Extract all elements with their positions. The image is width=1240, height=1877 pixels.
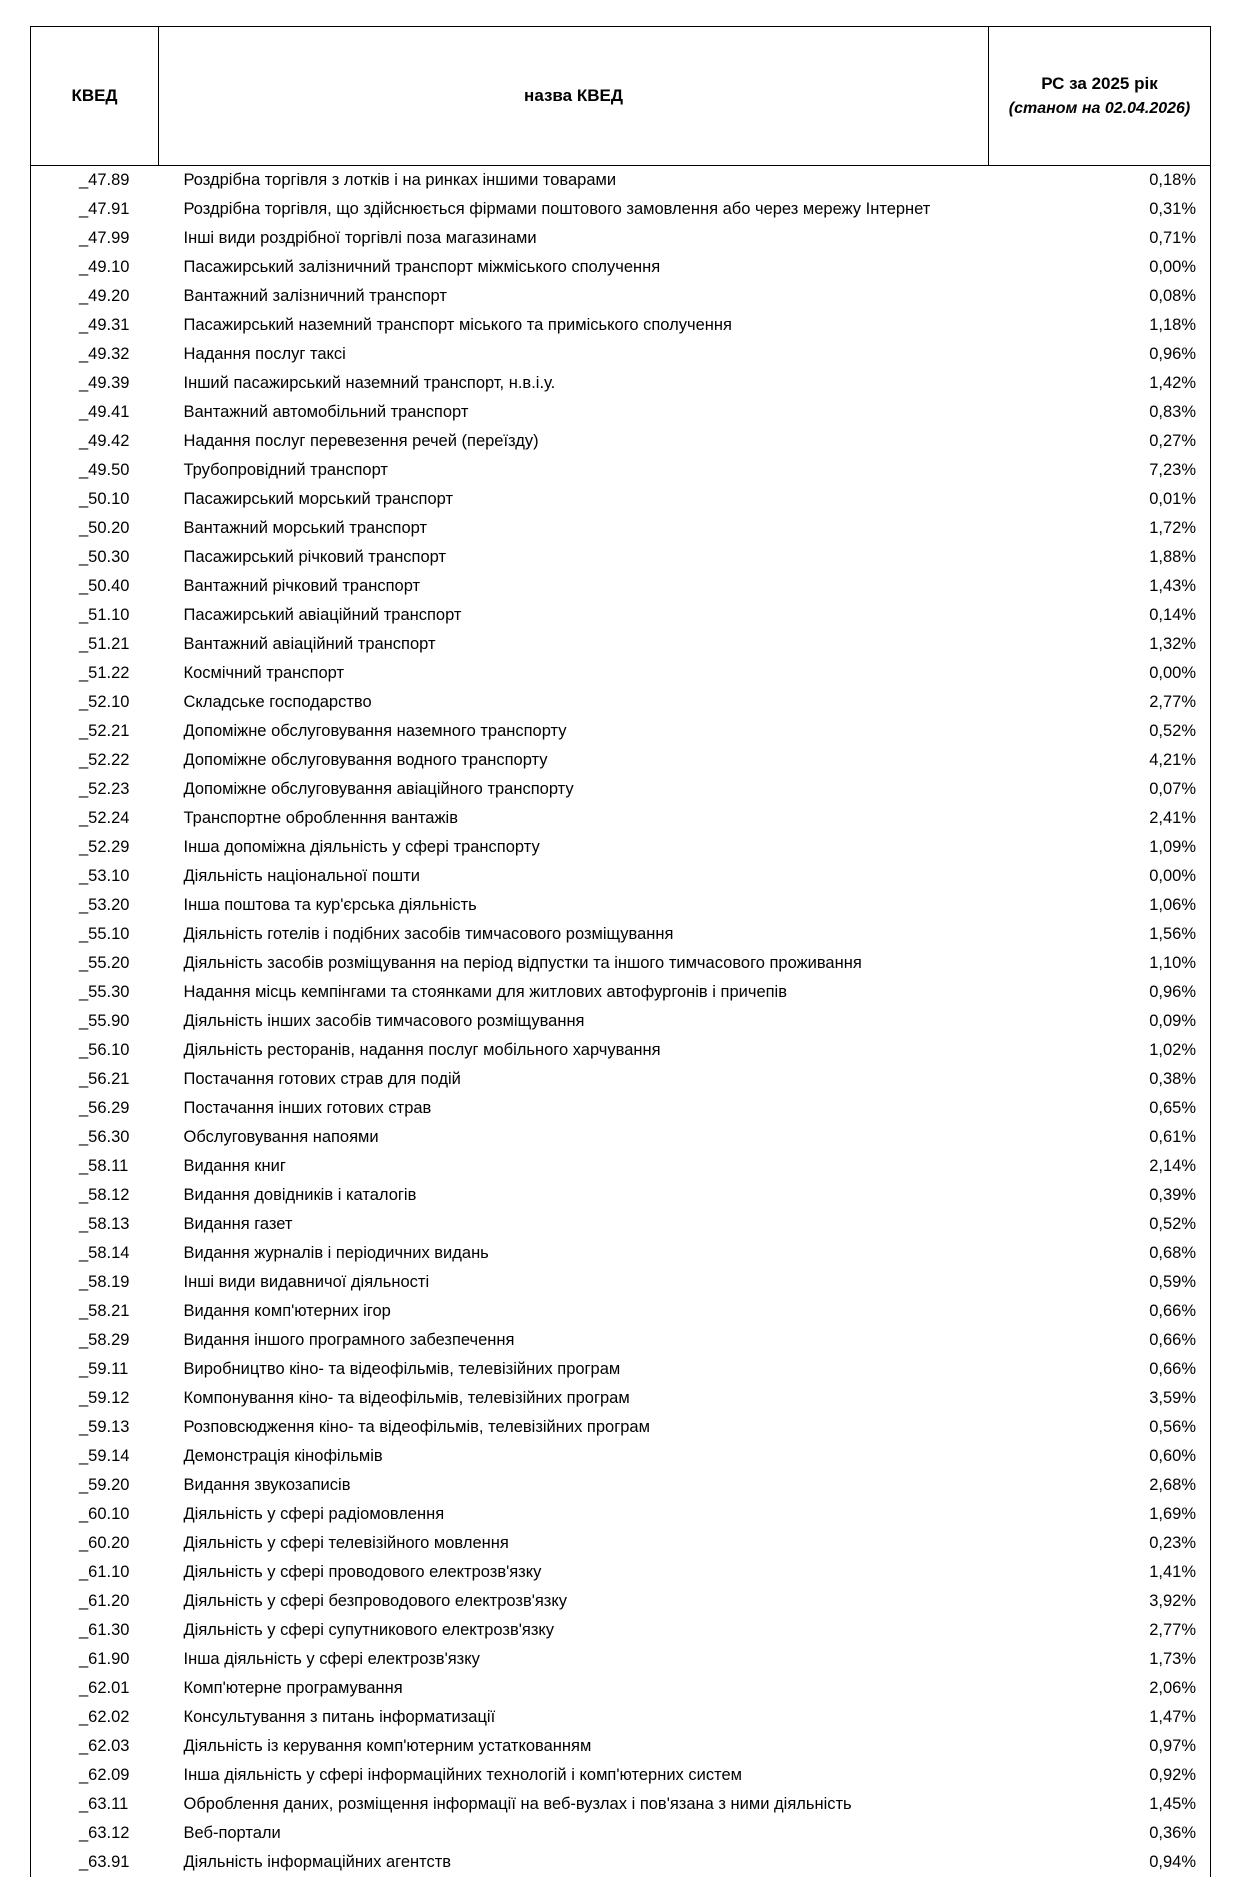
table-row — [31, 1529, 1211, 1558]
cell-kved-value: 2,14% — [989, 1152, 1211, 1181]
cell-kved-value: 1,02% — [989, 1036, 1211, 1065]
cell-kved-value: 1,41% — [989, 1558, 1211, 1587]
cell-kved-name: Оброблення даних, розміщення інформації на веб-вузлах і пов'язана з ними діяльність — [159, 1790, 989, 1819]
table-row — [31, 1558, 1211, 1587]
table-row — [31, 1239, 1211, 1268]
table-row — [31, 514, 1211, 543]
table-row — [31, 311, 1211, 340]
cell-kved-code: _51.22 — [31, 659, 159, 688]
table-row — [31, 833, 1211, 862]
column-header-value — [989, 27, 1211, 166]
cell-kved-name: Діяльність у сфері проводового електрозв'язку — [159, 1558, 989, 1587]
table-row — [31, 630, 1211, 659]
cell-kved-name: Веб-портали — [159, 1819, 989, 1848]
table-row — [31, 1065, 1211, 1094]
cell-kved-value: 2,06% — [989, 1674, 1211, 1703]
cell-kved-name: Видання іншого програмного забезпечення — [159, 1326, 989, 1355]
cell-kved-name: Інша діяльність у сфері електрозв'язку — [159, 1645, 989, 1674]
cell-kved-name: Діяльність ресторанів, надання послуг мобільного харчування — [159, 1036, 989, 1065]
cell-kved-code: _61.10 — [31, 1558, 159, 1587]
cell-kved-code: _60.10 — [31, 1500, 159, 1529]
cell-kved-name: Вантажний річковий транспорт — [159, 572, 989, 601]
cell-kved-code: _59.12 — [31, 1384, 159, 1413]
cell-kved-value: 0,97% — [989, 1732, 1211, 1761]
cell-kved-code: _62.01 — [31, 1674, 159, 1703]
column-header-value-main: РС за 2025 рік — [999, 71, 1200, 97]
cell-kved-value: 0,36% — [989, 1819, 1211, 1848]
cell-kved-name: Роздрібна торгівля, що здійснюється фірмами поштового замовлення або через мережу Інтернет — [159, 195, 989, 224]
table-row — [31, 427, 1211, 456]
cell-kved-name: Надання послуг таксі — [159, 340, 989, 369]
cell-kved-code: _59.14 — [31, 1442, 159, 1471]
cell-kved-name: Вантажний залізничний транспорт — [159, 282, 989, 311]
cell-kved-name: Інший пасажирський наземний транспорт, н.в.і.у. — [159, 369, 989, 398]
table-row — [31, 978, 1211, 1007]
cell-kved-code: _50.40 — [31, 572, 159, 601]
table-row — [31, 1616, 1211, 1645]
cell-kved-value: 1,18% — [989, 311, 1211, 340]
table-row — [31, 1326, 1211, 1355]
cell-kved-name: Діяльність у сфері безпроводового електрозв'язку — [159, 1587, 989, 1616]
cell-kved-name: Пасажирський річковий транспорт — [159, 543, 989, 572]
table-row — [31, 340, 1211, 369]
cell-kved-name: Складське господарство — [159, 688, 989, 717]
cell-kved-value: 1,09% — [989, 833, 1211, 862]
table-row — [31, 572, 1211, 601]
cell-kved-code: _52.21 — [31, 717, 159, 746]
cell-kved-name: Інша поштова та кур'єрська діяльність — [159, 891, 989, 920]
cell-kved-value: 0,83% — [989, 398, 1211, 427]
cell-kved-value: 0,66% — [989, 1326, 1211, 1355]
cell-kved-value: 0,18% — [989, 166, 1211, 196]
table-row — [31, 1297, 1211, 1326]
cell-kved-value: 0,52% — [989, 1210, 1211, 1239]
cell-kved-value: 1,47% — [989, 1703, 1211, 1732]
cell-kved-name: Транспортне обробленння вантажів — [159, 804, 989, 833]
cell-kved-value: 0,07% — [989, 775, 1211, 804]
cell-kved-name: Вантажний морський транспорт — [159, 514, 989, 543]
cell-kved-name: Виробництво кіно- та відеофільмів, телевізійних програм — [159, 1355, 989, 1384]
cell-kved-name: Комп'ютерне програмування — [159, 1674, 989, 1703]
cell-kved-name: Інша допоміжна діяльність у сфері транспорту — [159, 833, 989, 862]
header-row — [31, 27, 1211, 166]
cell-kved-value: 0,00% — [989, 253, 1211, 282]
cell-kved-code: _58.12 — [31, 1181, 159, 1210]
cell-kved-value: 3,59% — [989, 1384, 1211, 1413]
table-row — [31, 920, 1211, 949]
cell-kved-value: 0,71% — [989, 224, 1211, 253]
cell-kved-name: Консультування з питань інформатизації — [159, 1703, 989, 1732]
table-row — [31, 1355, 1211, 1384]
cell-kved-name: Діяльність інформаційних агентств — [159, 1848, 989, 1877]
table-row — [31, 1123, 1211, 1152]
table-header — [31, 27, 1211, 166]
cell-kved-name: Допоміжне обслуговування авіаційного транспорту — [159, 775, 989, 804]
cell-kved-code: _58.19 — [31, 1268, 159, 1297]
cell-kved-code: _61.90 — [31, 1645, 159, 1674]
table-row — [31, 1210, 1211, 1239]
table-row — [31, 775, 1211, 804]
cell-kved-value: 1,56% — [989, 920, 1211, 949]
cell-kved-code: _58.21 — [31, 1297, 159, 1326]
column-header-code: КВЕД — [31, 27, 159, 166]
cell-kved-code: _52.29 — [31, 833, 159, 862]
cell-kved-value: 7,23% — [989, 456, 1211, 485]
table-row — [31, 224, 1211, 253]
table-row — [31, 398, 1211, 427]
cell-kved-code: _58.29 — [31, 1326, 159, 1355]
cell-kved-code: _50.30 — [31, 543, 159, 572]
column-header-value-sub: (станом на 02.04.2026) — [999, 97, 1200, 121]
cell-kved-code: _61.20 — [31, 1587, 159, 1616]
table-row — [31, 1732, 1211, 1761]
table-row — [31, 1384, 1211, 1413]
cell-kved-name: Вантажний автомобільний транспорт — [159, 398, 989, 427]
cell-kved-name: Допоміжне обслуговування водного транспорту — [159, 746, 989, 775]
cell-kved-value: 0,66% — [989, 1297, 1211, 1326]
cell-kved-code: _59.11 — [31, 1355, 159, 1384]
cell-kved-code: _62.03 — [31, 1732, 159, 1761]
cell-kved-value: 0,23% — [989, 1529, 1211, 1558]
cell-kved-value: 1,10% — [989, 949, 1211, 978]
cell-kved-name: Надання послуг перевезення речей (переїзду) — [159, 427, 989, 456]
cell-kved-code: _53.20 — [31, 891, 159, 920]
cell-kved-name: Видання журналів і періодичних видань — [159, 1239, 989, 1268]
cell-kved-code: _63.12 — [31, 1819, 159, 1848]
cell-kved-code: _49.39 — [31, 369, 159, 398]
cell-kved-value: 2,68% — [989, 1471, 1211, 1500]
table-body — [31, 166, 1211, 1877]
cell-kved-code: _55.90 — [31, 1007, 159, 1036]
cell-kved-code: _59.20 — [31, 1471, 159, 1500]
cell-kved-value: 0,61% — [989, 1123, 1211, 1152]
cell-kved-value: 0,09% — [989, 1007, 1211, 1036]
table-row — [31, 1500, 1211, 1529]
cell-kved-value: 3,92% — [989, 1587, 1211, 1616]
cell-kved-value: 2,77% — [989, 1616, 1211, 1645]
table-row — [31, 456, 1211, 485]
table-row — [31, 543, 1211, 572]
cell-kved-name: Постачання інших готових страв — [159, 1094, 989, 1123]
table-row — [31, 1094, 1211, 1123]
cell-kved-code: _62.02 — [31, 1703, 159, 1732]
table-row — [31, 1587, 1211, 1616]
table-row — [31, 1790, 1211, 1819]
cell-kved-name: Інші види роздрібної торгівлі поза магазинами — [159, 224, 989, 253]
table-row — [31, 1674, 1211, 1703]
cell-kved-value: 0,68% — [989, 1239, 1211, 1268]
cell-kved-code: _47.91 — [31, 195, 159, 224]
table-row — [31, 253, 1211, 282]
cell-kved-name: Демонстрація кінофільмів — [159, 1442, 989, 1471]
cell-kved-code: _52.10 — [31, 688, 159, 717]
cell-kved-name: Діяльність засобів розміщування на період відпустки та іншого тимчасового проживання — [159, 949, 989, 978]
cell-kved-value: 0,96% — [989, 978, 1211, 1007]
cell-kved-name: Видання довідників і каталогів — [159, 1181, 989, 1210]
cell-kved-code: _58.13 — [31, 1210, 159, 1239]
cell-kved-code: _52.23 — [31, 775, 159, 804]
cell-kved-name: Видання газет — [159, 1210, 989, 1239]
cell-kved-name: Космічний транспорт — [159, 659, 989, 688]
cell-kved-value: 0,39% — [989, 1181, 1211, 1210]
table-row — [31, 195, 1211, 224]
cell-kved-value: 0,56% — [989, 1413, 1211, 1442]
table-row — [31, 601, 1211, 630]
cell-kved-code: _55.20 — [31, 949, 159, 978]
cell-kved-code: _47.89 — [31, 166, 159, 196]
cell-kved-name: Надання місць кемпінгами та стоянками для житлових автофургонів і причепів — [159, 978, 989, 1007]
cell-kved-value: 0,60% — [989, 1442, 1211, 1471]
cell-kved-code: _61.30 — [31, 1616, 159, 1645]
cell-kved-name: Діяльність у сфері супутникового електрозв'язку — [159, 1616, 989, 1645]
cell-kved-code: _60.20 — [31, 1529, 159, 1558]
cell-kved-code: _49.20 — [31, 282, 159, 311]
cell-kved-code: _49.32 — [31, 340, 159, 369]
cell-kved-code: _56.10 — [31, 1036, 159, 1065]
cell-kved-value: 0,31% — [989, 195, 1211, 224]
cell-kved-code: _47.99 — [31, 224, 159, 253]
cell-kved-code: _52.22 — [31, 746, 159, 775]
table-row — [31, 1268, 1211, 1297]
cell-kved-name: Компонування кіно- та відеофільмів, телевізійних програм — [159, 1384, 989, 1413]
cell-kved-code: _49.31 — [31, 311, 159, 340]
table-row — [31, 1703, 1211, 1732]
cell-kved-value: 1,72% — [989, 514, 1211, 543]
cell-kved-code: _49.42 — [31, 427, 159, 456]
cell-kved-value: 2,77% — [989, 688, 1211, 717]
cell-kved-value: 1,73% — [989, 1645, 1211, 1674]
table-row — [31, 369, 1211, 398]
table-row — [31, 1761, 1211, 1790]
cell-kved-value: 0,38% — [989, 1065, 1211, 1094]
cell-kved-value: 1,06% — [989, 891, 1211, 920]
cell-kved-name: Інші види видавничої діяльності — [159, 1268, 989, 1297]
cell-kved-name: Розповсюдження кіно- та відеофільмів, телевізійних програм — [159, 1413, 989, 1442]
cell-kved-name: Діяльність інших засобів тимчасового розміщування — [159, 1007, 989, 1036]
cell-kved-code: _55.30 — [31, 978, 159, 1007]
cell-kved-value: 0,96% — [989, 340, 1211, 369]
table-row — [31, 1181, 1211, 1210]
cell-kved-code: _63.11 — [31, 1790, 159, 1819]
table-row — [31, 1819, 1211, 1848]
cell-kved-name: Діяльність готелів і подібних засобів тимчасового розміщування — [159, 920, 989, 949]
cell-kved-code: _62.09 — [31, 1761, 159, 1790]
table-row — [31, 1007, 1211, 1036]
cell-kved-name: Пасажирський морський транспорт — [159, 485, 989, 514]
cell-kved-name: Вантажний авіаційний транспорт — [159, 630, 989, 659]
cell-kved-name: Допоміжне обслуговування наземного транспорту — [159, 717, 989, 746]
cell-kved-value: 0,01% — [989, 485, 1211, 514]
cell-kved-name: Пасажирський залізничний транспорт міжміського сполучення — [159, 253, 989, 282]
kved-table — [30, 26, 1211, 1877]
cell-kved-code: _56.30 — [31, 1123, 159, 1152]
table-row — [31, 1645, 1211, 1674]
cell-kved-code: _49.10 — [31, 253, 159, 282]
cell-kved-code: _56.21 — [31, 1065, 159, 1094]
cell-kved-value: 0,00% — [989, 659, 1211, 688]
cell-kved-name: Діяльність у сфері телевізійного мовлення — [159, 1529, 989, 1558]
cell-kved-name: Діяльність у сфері радіомовлення — [159, 1500, 989, 1529]
cell-kved-value: 0,27% — [989, 427, 1211, 456]
cell-kved-code: _51.21 — [31, 630, 159, 659]
cell-kved-name: Діяльність національної пошти — [159, 862, 989, 891]
cell-kved-value: 4,21% — [989, 746, 1211, 775]
cell-kved-code: _58.14 — [31, 1239, 159, 1268]
cell-kved-value: 0,94% — [989, 1848, 1211, 1877]
table-row — [31, 688, 1211, 717]
cell-kved-name: Роздрібна торгівля з лотків і на ринках іншими товарами — [159, 166, 989, 196]
cell-kved-name: Видання книг — [159, 1152, 989, 1181]
cell-kved-value: 0,52% — [989, 717, 1211, 746]
table-row — [31, 717, 1211, 746]
table-row — [31, 1442, 1211, 1471]
cell-kved-name: Трубопровідний транспорт — [159, 456, 989, 485]
table-row — [31, 1413, 1211, 1442]
table-row — [31, 1848, 1211, 1877]
table-row — [31, 862, 1211, 891]
cell-kved-value: 1,69% — [989, 1500, 1211, 1529]
table-row — [31, 659, 1211, 688]
cell-kved-value: 1,88% — [989, 543, 1211, 572]
table-row — [31, 949, 1211, 978]
cell-kved-code: _50.10 — [31, 485, 159, 514]
cell-kved-code: _58.11 — [31, 1152, 159, 1181]
cell-kved-code: _53.10 — [31, 862, 159, 891]
cell-kved-value: 0,00% — [989, 862, 1211, 891]
table-row — [31, 891, 1211, 920]
cell-kved-value: 1,32% — [989, 630, 1211, 659]
table-row — [31, 804, 1211, 833]
cell-kved-code: _49.41 — [31, 398, 159, 427]
cell-kved-code: _51.10 — [31, 601, 159, 630]
cell-kved-value: 1,42% — [989, 369, 1211, 398]
cell-kved-value: 0,66% — [989, 1355, 1211, 1384]
cell-kved-value: 0,65% — [989, 1094, 1211, 1123]
cell-kved-code: _50.20 — [31, 514, 159, 543]
table-row — [31, 1152, 1211, 1181]
cell-kved-name: Пасажирський наземний транспорт міського та примiського сполучення — [159, 311, 989, 340]
table-row — [31, 166, 1211, 196]
cell-kved-value: 0,08% — [989, 282, 1211, 311]
cell-kved-code: _49.50 — [31, 456, 159, 485]
table-row — [31, 282, 1211, 311]
cell-kved-code: _59.13 — [31, 1413, 159, 1442]
column-header-name: назва КВЕД — [159, 27, 989, 166]
cell-kved-name: Постачання готових страв для подій — [159, 1065, 989, 1094]
cell-kved-value: 1,45% — [989, 1790, 1211, 1819]
table-row — [31, 1036, 1211, 1065]
table-row — [31, 1471, 1211, 1500]
cell-kved-code: _56.29 — [31, 1094, 159, 1123]
cell-kved-value: 0,59% — [989, 1268, 1211, 1297]
cell-kved-value: 1,43% — [989, 572, 1211, 601]
cell-kved-name: Видання комп'ютерних ігор — [159, 1297, 989, 1326]
cell-kved-code: _55.10 — [31, 920, 159, 949]
cell-kved-name: Діяльність із керування комп'ютерним устаткованням — [159, 1732, 989, 1761]
cell-kved-code: _52.24 — [31, 804, 159, 833]
cell-kved-value: 2,41% — [989, 804, 1211, 833]
table-row — [31, 485, 1211, 514]
cell-kved-name: Інша діяльність у сфері інформаційних технологій і комп'ютерних систем — [159, 1761, 989, 1790]
cell-kved-name: Обслуговування напоями — [159, 1123, 989, 1152]
cell-kved-value: 0,92% — [989, 1761, 1211, 1790]
cell-kved-value: 0,14% — [989, 601, 1211, 630]
table-row — [31, 746, 1211, 775]
cell-kved-name: Видання звукозаписів — [159, 1471, 989, 1500]
cell-kved-code: _63.91 — [31, 1848, 159, 1877]
cell-kved-name: Пасажирський авіаційний транспорт — [159, 601, 989, 630]
